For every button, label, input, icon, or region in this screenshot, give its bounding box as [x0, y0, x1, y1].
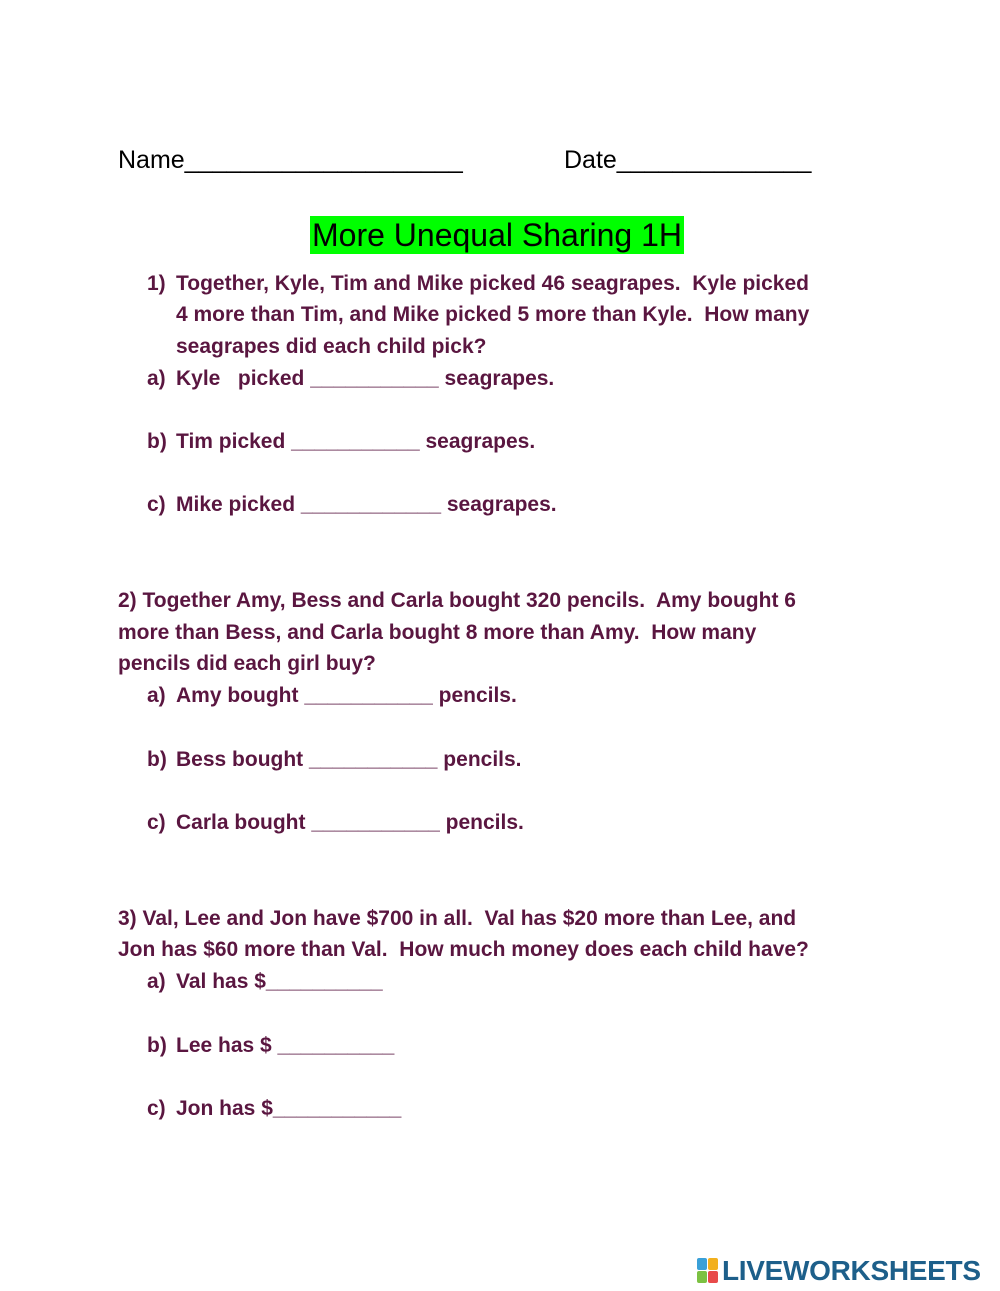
worksheet-title: More Unequal Sharing 1H — [312, 217, 682, 253]
q1-answer-c: Mike picked ____________ seagrapes. — [176, 493, 557, 516]
liveworksheets-logo-icon — [697, 1258, 719, 1284]
question-1-number: 1) — [147, 272, 166, 295]
q3-answer-b-label: b) — [147, 1034, 167, 1057]
q2-answer-a: Amy bought ___________ pencils. — [176, 684, 517, 707]
date-field: Date______________ — [564, 146, 812, 174]
name-field: Name____________________ — [118, 146, 463, 174]
q3-answer-a: Val has $__________ — [176, 970, 383, 993]
q3-answer-c: Jon has $___________ — [176, 1097, 402, 1120]
q3-answer-c-label: c) — [147, 1097, 166, 1120]
q1-answer-b: Tim picked ___________ seagrapes. — [176, 430, 536, 453]
q2-answer-b: Bess bought ___________ pencils. — [176, 748, 522, 771]
q2-answer-b-label: b) — [147, 748, 167, 771]
question-3-line-2: Jon has $60 more than Val. How much money does each child have? — [118, 938, 809, 961]
question-1-line-3: seagrapes did each child pick? — [176, 335, 487, 358]
question-3-line-1: 3) Val, Lee and Jon have $700 in all. Val has $20 more than Lee, and — [118, 907, 797, 930]
q2-answer-c: Carla bought ___________ pencils. — [176, 811, 524, 834]
question-1-line-2: 4 more than Tim, and Mike picked 5 more than Kyle. How many — [176, 303, 810, 326]
q2-answer-c-label: c) — [147, 811, 166, 834]
question-2-line-3: pencils did each girl buy? — [118, 652, 376, 675]
q3-answer-b: Lee has $ __________ — [176, 1034, 395, 1057]
question-2-line-1: 2) Together Amy, Bess and Carla bought 320 pencils. Amy bought 6 — [118, 589, 796, 612]
q2-answer-a-label: a) — [147, 684, 166, 707]
q1-answer-a: Kyle picked ___________ seagrapes. — [176, 367, 555, 390]
q1-answer-b-label: b) — [147, 430, 167, 453]
question-1-line-1: Together, Kyle, Tim and Mike picked 46 seagrapes. Kyle picked — [176, 272, 809, 295]
logo-text: LIVEWORKSHEETS — [722, 1255, 981, 1286]
q1-answer-a-label: a) — [147, 367, 166, 390]
q3-answer-a-label: a) — [147, 970, 166, 993]
liveworksheets-logo — [697, 1255, 981, 1287]
question-2-line-2: more than Bess, and Carla bought 8 more than Amy. How many — [118, 621, 757, 644]
q1-answer-c-label: c) — [147, 493, 166, 516]
